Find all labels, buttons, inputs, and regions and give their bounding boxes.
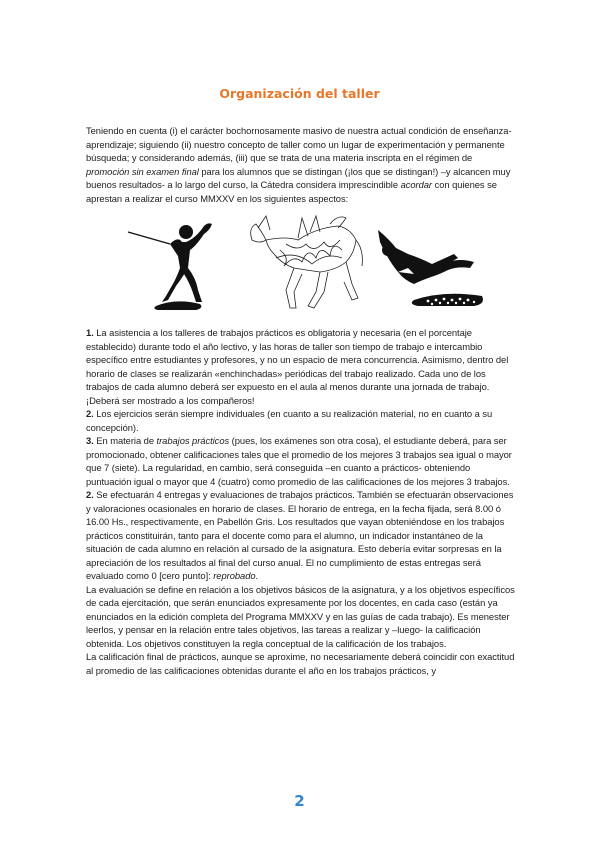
sketched-horse-figure — [246, 210, 366, 318]
evaluation-paragraph: La evaluación se define en relación a los objetivos básicos de la asignatura, y a los objetivos específicos de cada ejercitación, que serán enunciados expresamente por los docentes, en cada caso (están ya enunciados en la edición completa del Programa MMXXV y en las guías de cada trabajo). Es menester leerlos, y pensar en la relación entre tales objetivos, las tareas a realizar y –luego- la calificación obtenida. Los objetivos constituyen la regla conceptual de la calificación de los trabajos. — [86, 583, 515, 649]
item-text: Se efectuarán 4 entregas y evaluaciones de trabajos prácticos. También se efectuarán observaciones y valoraciones ocasionales en horario de clases. El horario de entrega, en la fecha fijada, será 8.00 ó 16.00 Hs., respectivamente, en Pabellón Gris. Los resultados que vayan obteniéndose en los trabajos prácticos constituirán, tanto para el docente como para el alumno, un indicador instantáneo de la situación de cada alumno en relación al cursado de la asignatura. Esto debería evitar sorpresas en la apreciación de los resultados al final del curso anual. El no cumplimiento de estas entregas será evaluado como 0 [cero punto]: — [86, 489, 514, 581]
item-1 — [86, 326, 516, 407]
item-4 — [86, 488, 516, 583]
final-grade-paragraph: La calificación final de prácticos, aunque se aproxime, no necesariamente deberá coincidir con exactitud al promedio de las calificaciones obtenidas durante el año en los trabajos prácticos, y — [86, 651, 515, 676]
page-title: Organización del taller — [219, 86, 380, 101]
item-number: 3. — [86, 435, 94, 446]
item-2 — [86, 407, 516, 434]
intro-text-b: para los alumnos que se distingan (¡los que se distingan!) –y alcancen muy buenos resultados- a lo largo del curso, la Cátedra considera imprescindible — [86, 165, 511, 190]
item-emphasis: trabajos prácticos — [156, 435, 230, 446]
item-text-pre: En materia de — [93, 435, 157, 446]
item-number: 2. — [86, 408, 94, 419]
item-emphasis-reprobado: reprobado — [213, 570, 256, 581]
fencer-figure — [126, 216, 226, 316]
item-3 — [86, 434, 516, 488]
item-number: 1. — [86, 327, 94, 338]
item-text: Los ejercicios serán siempre individuales (en cuanto a su realización material, no en cuanto a su concepción). — [86, 408, 493, 433]
illustrations-row — [86, 210, 516, 320]
intro-text-c: con quienes se aprestan a realizar el curso MMXXV en los siguientes aspectos: — [86, 179, 497, 204]
item-text: La asistencia a los talleres de trabajos prácticos es obligatoria y necesaria (en el porcentaje establecido) durante todo el año lectivo, y las horas de taller son tiempo de trabajo e intercambio específico entre estudiantes y profesores, y no un espacio de mera concurrencia. Asimismo, dentro del horario de clases se realizarán «enchinchadas» periódicas del trabajo realizado. Cada uno de los trabajos de cada alumno deberá ser expuesto en el aula al menos durante una jornada de trabajo. ¡Deberá ser mostrado a los compañeros! — [86, 327, 509, 406]
item-text: (pues, los exámenes son otra cosa), el estudiante deberá, para ser promocionado, obtener calificaciones tales que el promedio de los mejores 3 trabajos sea igual o mayor que 7 (siete). La regularidad, en cambio, será conseguida –en cuanto a prácticos- obteniendo puntuación igual o mayor que 4 (cuatro) como promedio de las calificaciones de los mejores 3 trabajos. — [86, 435, 512, 487]
item-number: 2. — [86, 489, 94, 500]
page-number: 2 — [294, 792, 305, 810]
diving-figure — [374, 224, 494, 316]
document-body — [86, 124, 516, 677]
intro-text-a: Teniendo en cuenta (i) el carácter bochornosamente masivo de nuestra actual condición de enseñanza-aprendizaje; siguiendo (ii) nuestro concepto de taller como un lugar de experimentación y permanente búsqueda; y considerando además, (iii) que se trata de una materia inscripta en el régimen de — [86, 125, 512, 163]
intro-paragraph — [86, 124, 516, 205]
intro-emphasis-promocion: promoción sin examen final — [86, 165, 199, 177]
intro-emphasis-acordar: acordar — [400, 179, 432, 190]
item-text-end: . — [255, 570, 259, 581]
